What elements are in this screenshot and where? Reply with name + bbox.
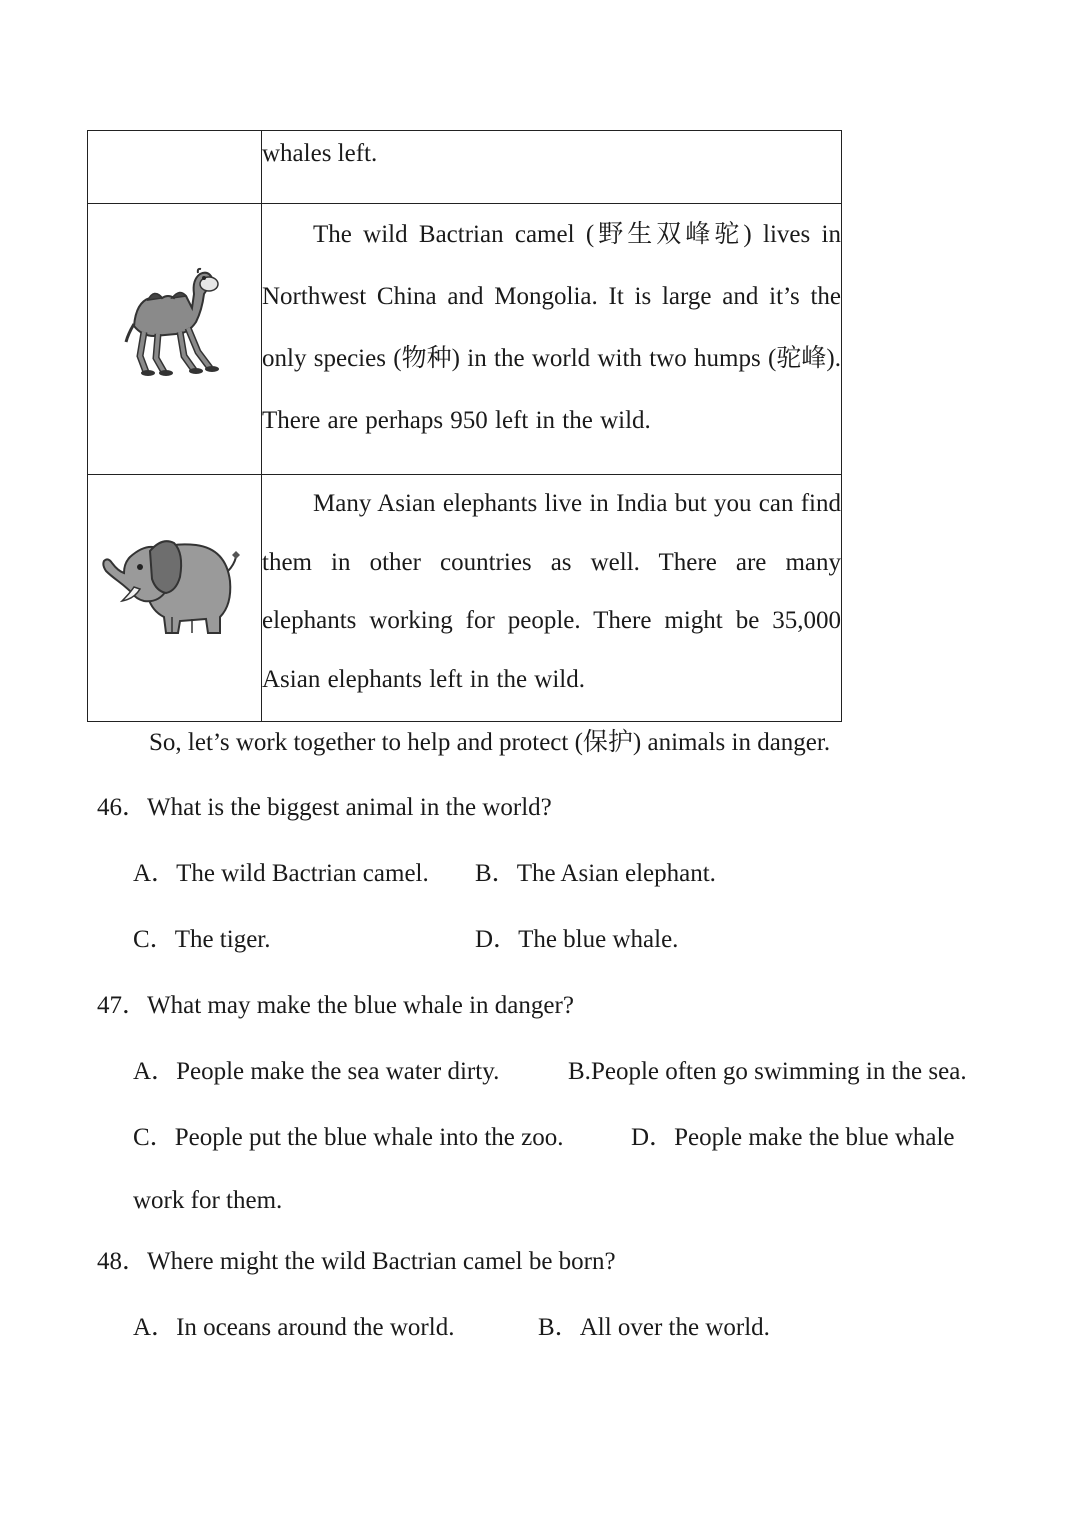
option-a[interactable] xyxy=(133,1052,499,1092)
table-row xyxy=(88,475,842,722)
question-number: 48． xyxy=(97,1248,148,1275)
animal-text-cell xyxy=(262,131,842,204)
option-text: In oceans around the world. xyxy=(176,1314,455,1341)
animal-picture-cell xyxy=(88,131,262,204)
table-row xyxy=(88,131,842,204)
question-text: What is the biggest animal in the world? xyxy=(147,794,552,821)
option-text: The tiger. xyxy=(174,926,271,953)
option-c[interactable] xyxy=(133,1118,563,1158)
option-label: A． xyxy=(133,1314,177,1341)
option-text: People put the blue whale into the zoo. xyxy=(174,1124,564,1151)
option-label: D． xyxy=(631,1124,675,1151)
elephant-icon xyxy=(100,531,240,641)
option-label: C． xyxy=(133,926,175,953)
option-b[interactable] xyxy=(568,1052,967,1092)
option-label: B． xyxy=(538,1314,580,1341)
option-c[interactable] xyxy=(133,920,271,960)
option-label: A． xyxy=(133,1058,177,1085)
question-48 xyxy=(97,1242,616,1282)
animal-text-cell xyxy=(262,475,842,722)
option-text: People make the blue whale xyxy=(674,1124,955,1151)
animal-description: whales left. xyxy=(262,140,378,167)
closing-sentence: So, let’s work together to help and protect (保护) animals in danger. xyxy=(149,729,831,756)
camel-icon xyxy=(124,264,224,384)
option-d[interactable] xyxy=(631,1118,955,1158)
question-text: What may make the blue whale in danger? xyxy=(147,992,574,1019)
question-text: Where might the wild Bactrian camel be born? xyxy=(147,1248,616,1275)
option-text: The blue whale. xyxy=(518,926,679,953)
animal-table xyxy=(87,130,842,722)
option-text: The wild Bactrian camel. xyxy=(176,860,429,887)
option-label: A． xyxy=(133,860,177,887)
option-text: work for them. xyxy=(133,1187,283,1214)
option-label: C． xyxy=(133,1124,175,1151)
option-a[interactable] xyxy=(133,1308,454,1348)
question-number: 46． xyxy=(97,794,148,821)
option-d-continued xyxy=(133,1181,282,1221)
option-b[interactable] xyxy=(538,1308,770,1348)
animal-description: Many Asian elephants live in India but you can find them in other countries as well. There are many elephants working for people. There might be 35,000 Asian elephants left in the wild. xyxy=(262,490,841,693)
option-text: People often go swimming in the sea. xyxy=(590,1058,967,1085)
animal-picture-cell xyxy=(88,475,262,722)
option-text: The Asian elephant. xyxy=(516,860,716,887)
option-label: D． xyxy=(475,926,519,953)
option-b[interactable] xyxy=(475,854,716,894)
option-a[interactable] xyxy=(133,854,429,894)
option-label: B． xyxy=(475,860,517,887)
animal-picture-cell xyxy=(88,204,262,475)
question-47 xyxy=(97,986,574,1026)
option-text: All over the world. xyxy=(579,1314,770,1341)
question-number: 47． xyxy=(97,992,148,1019)
animal-description: The wild Bactrian camel (野生双峰驼) lives in Northwest China and Mongolia. It is large and it’s the only species (物种) in the world with two humps (驼峰). There are perhaps 950 left in the wild. xyxy=(262,221,841,434)
animal-text-cell xyxy=(262,204,842,475)
option-label: B. xyxy=(568,1058,591,1085)
question-46 xyxy=(97,788,552,828)
option-text: People make the sea water dirty. xyxy=(176,1058,500,1085)
table-row xyxy=(88,204,842,475)
option-d[interactable] xyxy=(475,920,678,960)
